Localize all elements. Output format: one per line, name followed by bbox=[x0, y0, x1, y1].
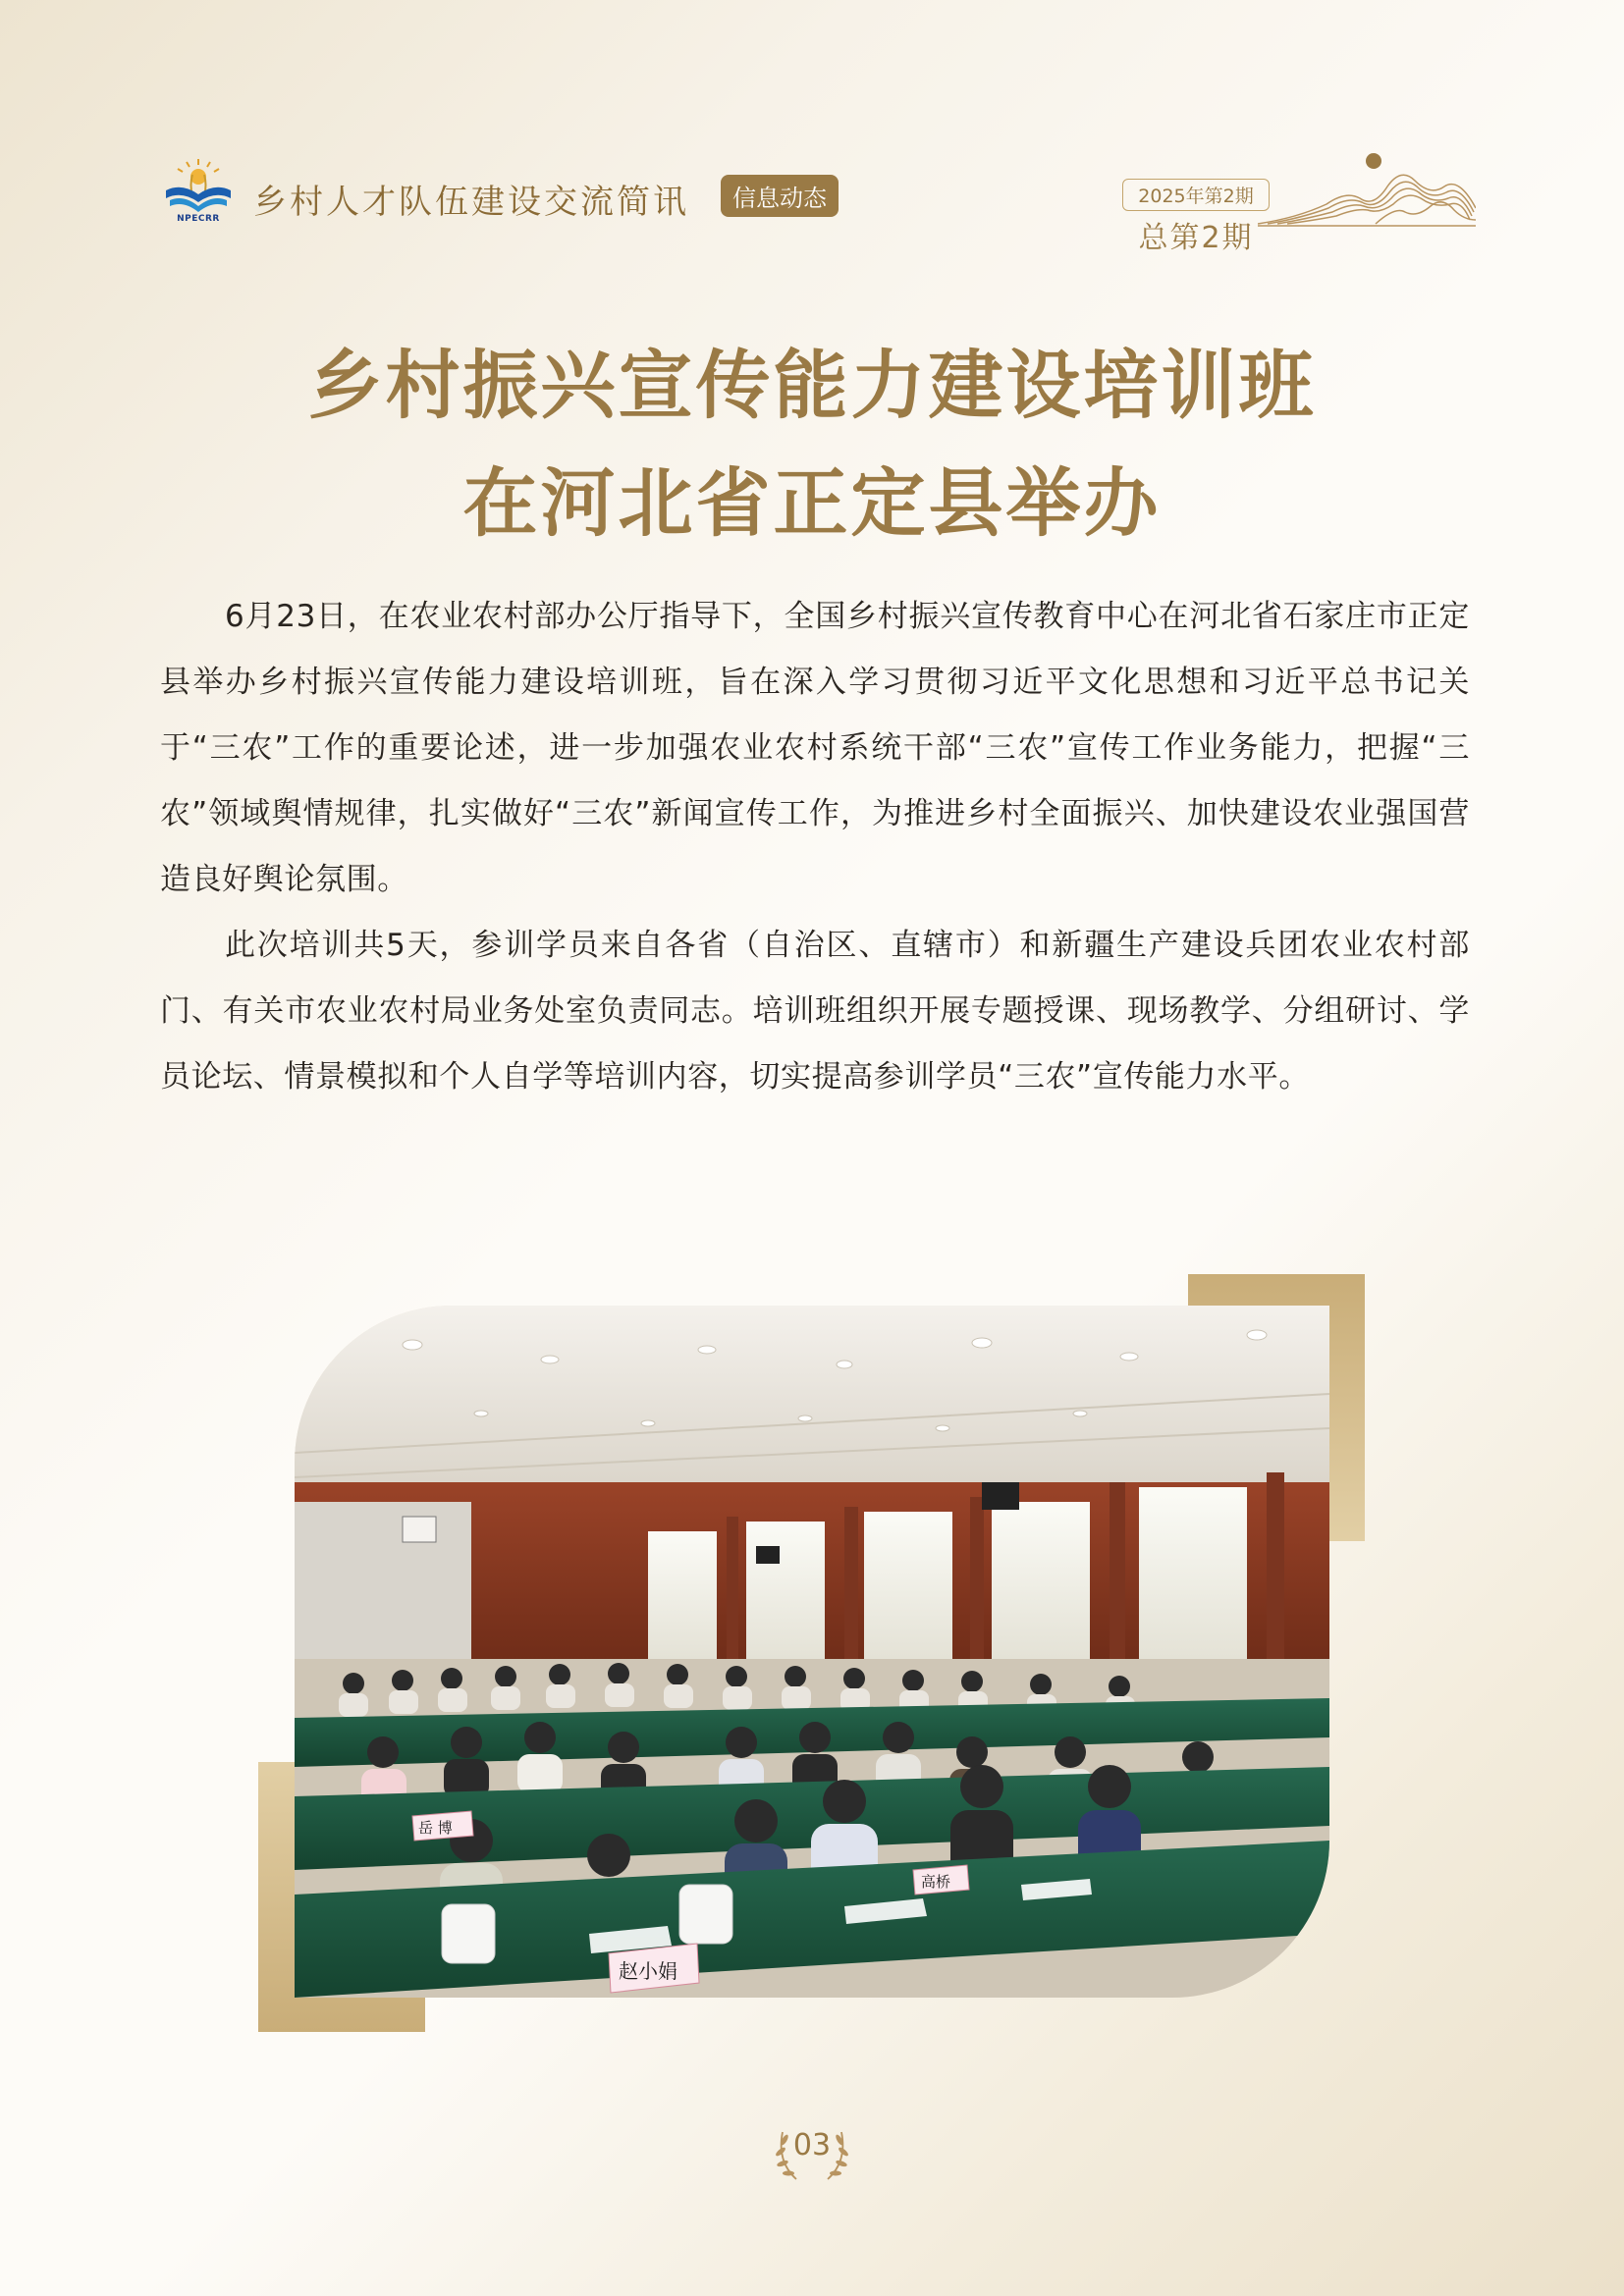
name-card-2: 岳 博 bbox=[418, 1819, 453, 1837]
headline-line-2: 在河北省正定县举办 bbox=[462, 459, 1162, 547]
paragraph-1: 6月23日，在农业农村部办公厅指导下，全国乡村振兴宣传教育中心在河北省石家庄市正定县举办乡村振兴宣传能力建设培训班，旨在深入学习贯彻习近平文化思想和习近平总书记关于“三农”工作的重要论述，进一步加强农业农村系统干部“三农”宣传工作业务能力，把握“三农”领域舆情规律，扎实做好“三农”新闻宣传工作，为推进乡村全面振兴、加快建设农业强国营造良好舆论氛围。 bbox=[160, 599, 1470, 897]
section-badge: 信息动态 bbox=[721, 175, 839, 217]
article-body bbox=[160, 584, 1470, 1110]
issue-year: 2025年第2期 bbox=[1122, 179, 1270, 211]
name-card-3: 高桥 bbox=[921, 1873, 951, 1891]
issue-total: 总第2期 bbox=[1138, 221, 1254, 255]
issue-info bbox=[1122, 179, 1270, 256]
article-headline bbox=[157, 327, 1467, 562]
headline-line-1: 乡村振兴宣传能力建设培训班 bbox=[307, 342, 1317, 429]
mountain-decoration-icon bbox=[1258, 147, 1476, 228]
page-number-area bbox=[763, 2110, 861, 2189]
classroom-illustration bbox=[295, 1306, 1329, 1998]
paragraph-2: 此次培训共5天，参训学员来自各省（自治区、直辖市）和新疆生产建设兵团农业农村部门、有关市农业农村局业务处室负责同志。培训班组织开展专题授课、现场教学、分组研讨、学员论坛、情景模拟和个人自学等培训内容，切实提高参训学员“三农”宣传能力水平。 bbox=[160, 928, 1470, 1095]
page-header bbox=[160, 147, 1471, 255]
logo-text: NPECRR bbox=[177, 214, 220, 224]
journal-title: 乡村人才队伍建设交流简讯 bbox=[253, 183, 689, 222]
page-number: 03 bbox=[792, 2128, 832, 2163]
training-class-photo bbox=[295, 1306, 1329, 1998]
name-card-1: 赵小娟 bbox=[619, 1959, 677, 1983]
